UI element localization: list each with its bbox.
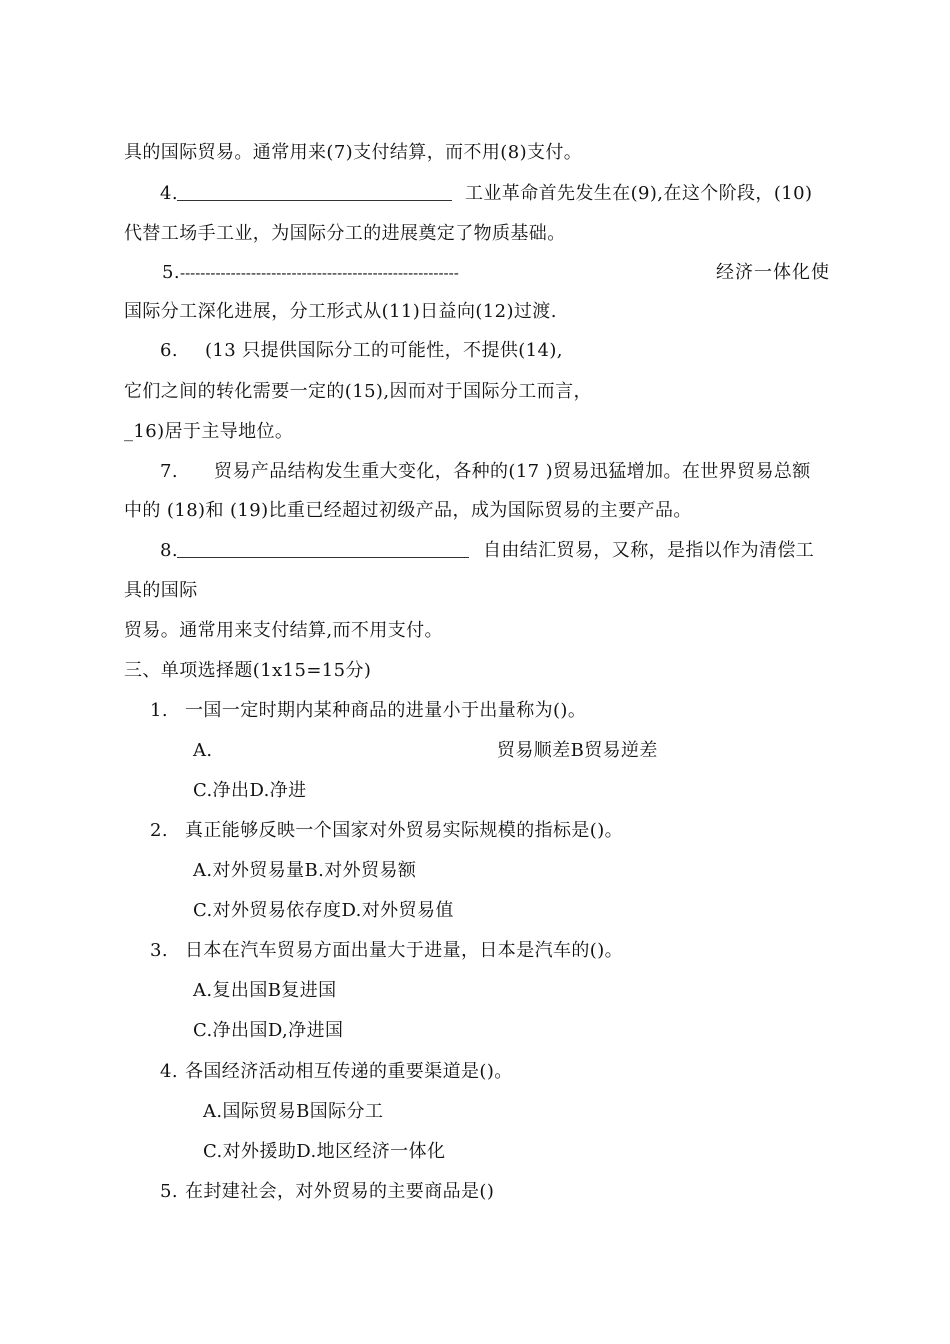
- text-line: 国际分工深化进展，分工形式从(11)日益向(12)过渡.: [124, 301, 557, 322]
- option-a-b[interactable]: A.复出国B复进国: [193, 980, 337, 1001]
- text-line: _16)居于主导地位。: [124, 421, 294, 442]
- text-line: 它们之间的转化需要一定的(15),因而对于国际分工而言，: [124, 381, 592, 402]
- option-a-b[interactable]: A.国际贸易B国际分工: [203, 1101, 384, 1122]
- question-number: 6.: [160, 340, 178, 361]
- question-text: 自由结汇贸易，又称，是指以作为清偿工: [483, 540, 815, 561]
- question-number: 5.: [162, 262, 180, 283]
- option-c-d[interactable]: C.净出D.净进: [193, 780, 307, 801]
- answer-blank: -------------------------------------------------------: [180, 264, 459, 282]
- question-text: 各国经济活动相互传递的重要渠道是()。: [185, 1061, 513, 1082]
- option-a-b[interactable]: 贸易顺差B贸易逆差: [497, 740, 658, 761]
- option-c-d[interactable]: C.净出国D,净进国: [193, 1020, 344, 1041]
- question-number: 8.: [160, 540, 178, 561]
- question-text: 一国一定时期内某种商品的进量小于出量称为()。: [185, 700, 587, 721]
- question-text: 真正能够反映一个国家对外贸易实际规模的指标是()。: [185, 820, 624, 841]
- question-number: 4.: [160, 1061, 178, 1082]
- question-number: 4.: [160, 183, 178, 204]
- option-a[interactable]: A.: [193, 740, 213, 761]
- question-text: 贸易产品结构发生重大变化，各种的(17 )贸易迅猛增加。在世界贸易总额: [214, 461, 811, 482]
- option-c-d[interactable]: C.对外援助D.地区经济一体化: [203, 1141, 446, 1162]
- option-a-b[interactable]: A.对外贸易量B.对外贸易额: [193, 860, 417, 881]
- answer-blank[interactable]: [177, 182, 452, 201]
- text-line: 贸易。通常用来支付结算,而不用支付。: [124, 620, 443, 641]
- question-text: 经济一体化使: [716, 262, 830, 283]
- answer-blank[interactable]: [177, 539, 469, 558]
- question-text: (13 只提供国际分工的可能性，不提供(14),: [205, 340, 563, 361]
- option-c-d[interactable]: C.对外贸易依存度D.对外贸易值: [193, 900, 454, 921]
- text-line: 代替工场手工业，为国际分工的进展奠定了物质基础。: [124, 223, 566, 244]
- question-text: 工业革命首先发生在(9),在这个阶段，(10): [465, 183, 813, 204]
- question-number: 3.: [150, 940, 168, 961]
- text-line: 具的国际: [124, 580, 198, 601]
- section-heading: 三、单项选择题(1x15=15分): [124, 660, 372, 681]
- text-line: 中的 (18)和 (19)比重已经超过初级产品，成为国际贸易的主要产品。: [124, 500, 692, 521]
- question-text: 在封建社会，对外贸易的主要商品是(): [185, 1181, 495, 1202]
- text-line: 具的国际贸易。通常用来(7)支付结算，而不用(8)支付。: [124, 142, 583, 163]
- question-number: 7.: [160, 461, 178, 482]
- question-number: 5.: [160, 1181, 178, 1202]
- question-number: 2.: [150, 820, 168, 841]
- question-number: 1.: [150, 700, 168, 721]
- question-text: 日本在汽车贸易方面出量大于进量，日本是汽车的()。: [185, 940, 624, 961]
